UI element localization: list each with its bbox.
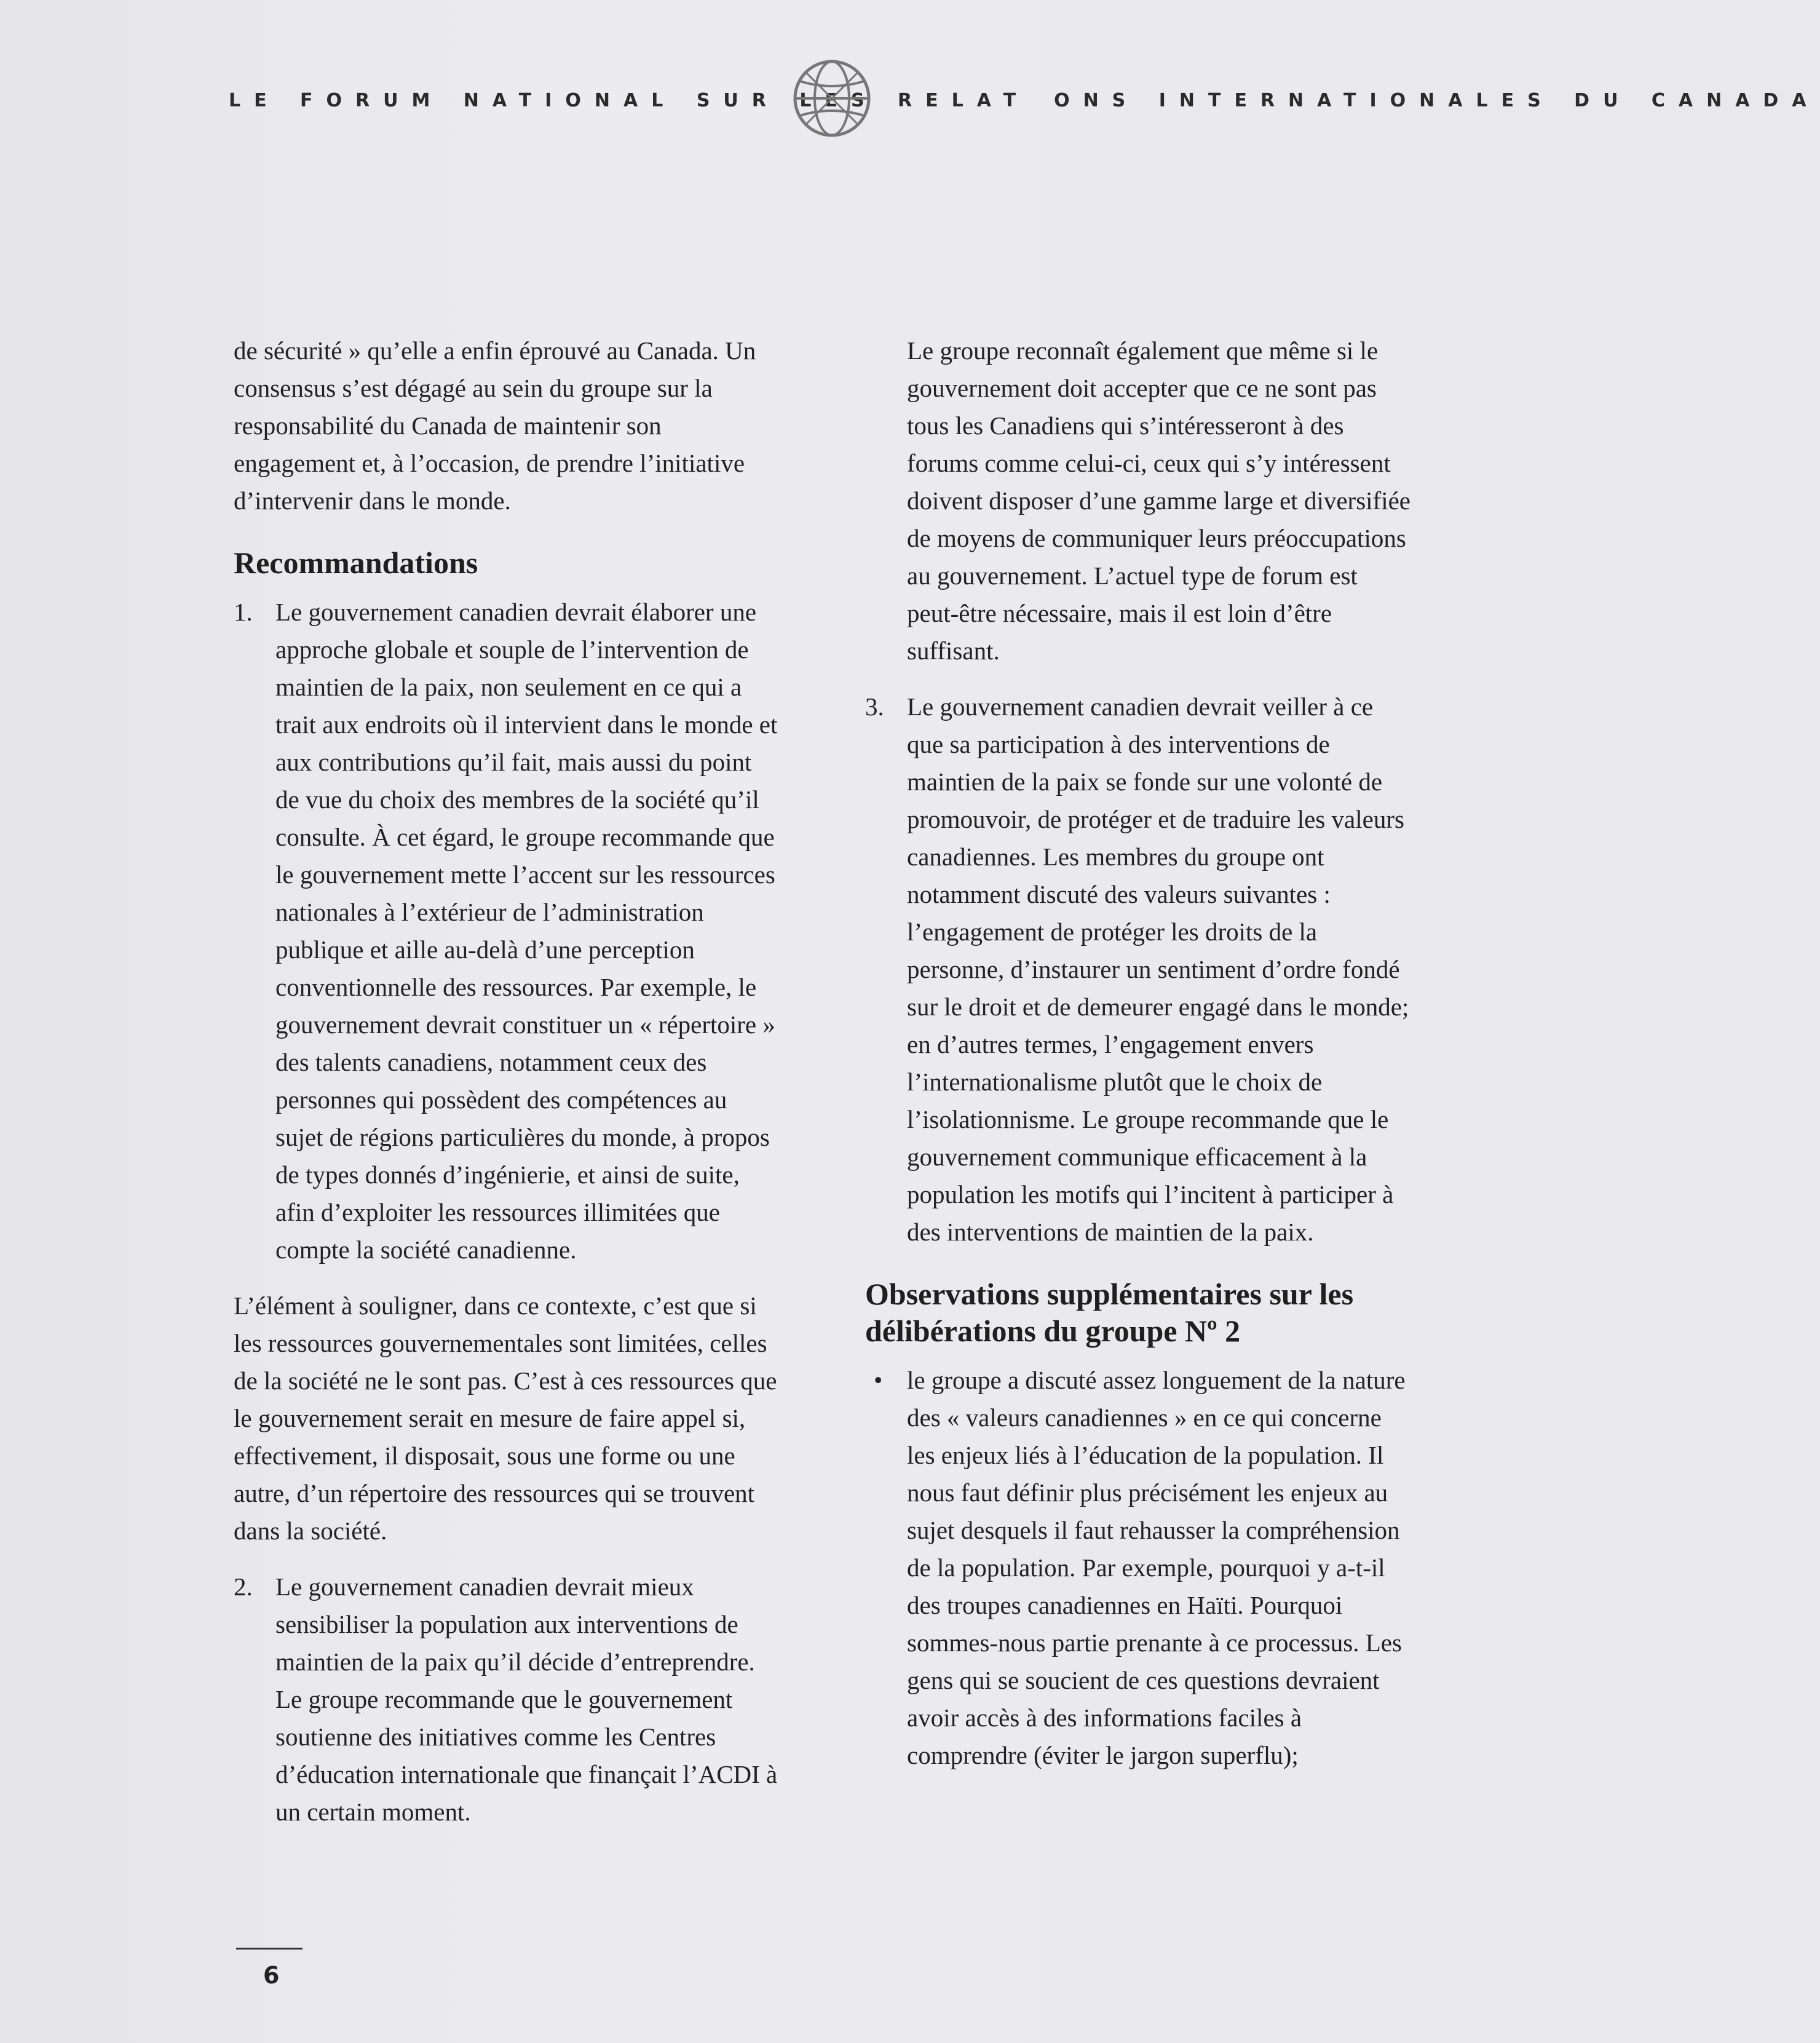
- right-column: [865, 332, 1412, 1793]
- continuation-paragraph: Le groupe reconnaît également que même si le gouvernement doit accepter que ce ne sont pas tous les Canadiens qui s’intéresseront à des forums comme celui-ci, ceux qui s’y intéressent doivent disposer d’une gamme large et diversifiée de moyens de communiquer leurs préoccupations au gouvernement. L’actuel type de forum est peut-être nécessaire, mais il est loin d’être suffisant.: [907, 336, 1410, 665]
- bullet-marker: •: [874, 1366, 883, 1394]
- footer-rule: [236, 1948, 303, 1950]
- intro-paragraph: de sécurité » qu’elle a enfin éprouvé au Canada. Un consensus s’est dégagé au sein du groupe sur la responsabilité du Canada de maintenir son engagement et, à l’occasion, de prendre l’initiative d’intervenir dans le monde.: [234, 336, 756, 515]
- globe-icon: [789, 55, 875, 141]
- left-column: [234, 332, 781, 1849]
- recommendation-1: [234, 593, 781, 1269]
- observations-heading: Observations supplémentaires sur les délibérations du groupe Nº 2: [865, 1277, 1354, 1348]
- recommendation-text: Le gouvernement canadien devrait veiller à ce que sa participation à des interventions de maintien de la paix se fonde sur une volonté de promouvoir, de protéger et de traduire les valeurs canadiennes. Les membres du groupe ont notamment discuté des valeurs suivantes : l’engagement de protéger les droits de la personne, d’instaurer un sentiment d’ordre fondé sur le droit et de demeurer engagé dans le monde; en d’autres termes, l’engagement envers l’internationalisme plutôt que le choix de l’isolationnisme. Le groupe recommande que le gouvernement communique efficacement à la population les motifs qui l’incitent à participer à des interventions de maintien de la paix.: [907, 692, 1409, 1246]
- context-paragraph: L’élément à souligner, dans ce contexte, c’est que si les ressources gouvernementales sont limitées, celles de la société ne le sont pas. C’est à ces ressources que le gouvernement serait en mesure de faire appel si, effectivement, il disposait, sous une forme ou une autre, d’un répertoire des ressources qui se trouvent dans la société.: [234, 1291, 777, 1545]
- recommendation-number: 2.: [234, 1573, 253, 1601]
- recommendation-number: 1.: [234, 598, 253, 626]
- running-header-right: ONS INTERNATIONALES DU CANADA: [1054, 90, 1820, 111]
- recommendation-number: 3.: [865, 692, 884, 721]
- recommendation-2: [234, 1568, 781, 1831]
- observation-bullet-1: [865, 1362, 1412, 1774]
- recommendation-text: Le gouvernement canadien devrait mieux sensibiliser la population aux interventions de maintien de la paix qu’il décide d’entreprendre. Le groupe recommande que le gouvernement soutienne des initiatives comme les Centres d’éducation internationale que finançait l’ACDI à un certain moment.: [275, 1573, 778, 1826]
- bullet-text: le groupe a discuté assez longuement de la nature des « valeurs canadiennes » en ce qui concerne les enjeux liés à l’éducation de la population. Il nous faut définir plus précisément les enjeux au sujet desquels il faut rehausser la compréhension de la population. Par exemple, pourquoi y a-t-il des troupes canadiennes en Haïti. Pourquoi sommes-nous partie prenante à ce processus. Les gens qui se soucient de ces questions devraient avoir accès à des informations faciles à comprendre (éviter le jargon superflu);: [907, 1366, 1406, 1769]
- running-header-left: LE FORUM NATIONAL SUR LES RELAT: [229, 90, 1030, 111]
- recommendation-3: [865, 688, 1412, 1251]
- recommendation-text: Le gouvernement canadien devrait élaborer une approche globale et souple de l’intervention de maintien de la paix, non seulement en ce qui a trait aux endroits où il intervient dans le monde et aux contributions qu’il fait, mais aussi du point de vue du choix des membres de la société qu’il consulte. À cet égard, le groupe recommande que le gouvernement mette l’accent sur les ressources nationales à l’extérieur de l’administration publique et aille au-delà d’une perception conventionnelle des ressources. Par exemple, le gouvernement devrait constituer un « répertoire » des talents canadiens, notamment ceux des personnes qui possèdent des compétences au sujet de régions particulières du monde, à propos de types donnés d’ingénierie, et ainsi de suite, afin d’exploiter les ressources illimitées que compte la société canadienne.: [275, 598, 778, 1264]
- recommendations-heading: Recommandations: [234, 545, 478, 580]
- page-number: 6: [263, 1962, 280, 1989]
